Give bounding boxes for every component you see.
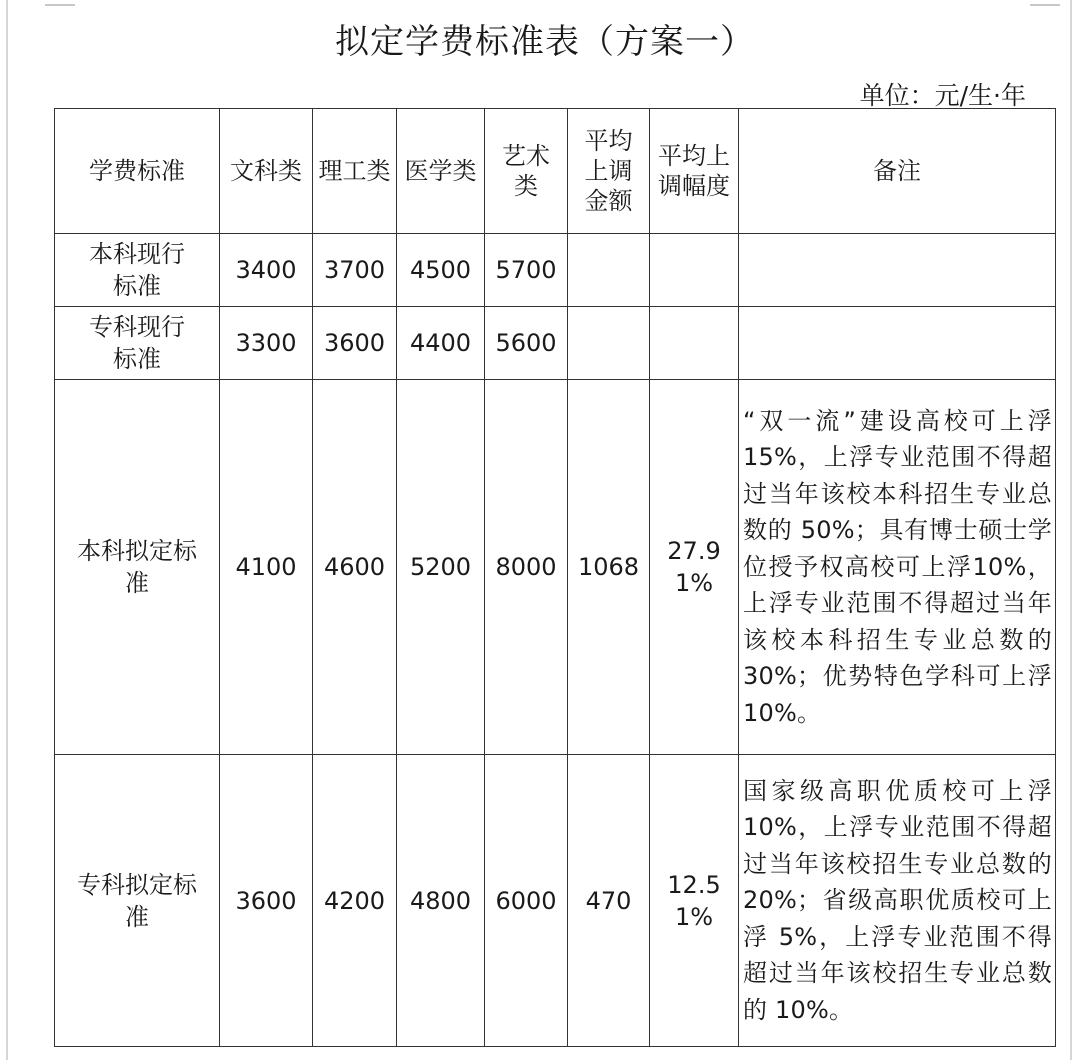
- row-label: [55, 307, 220, 380]
- cell-science-engineering: 3700: [313, 234, 397, 307]
- row-label-text: 专科拟定标准: [77, 870, 197, 931]
- header-science-engineering: 理工类: [313, 109, 397, 234]
- crop-mark-left: [45, 0, 75, 6]
- cell-avg-rate: [650, 755, 739, 1047]
- row-label-text: 专科现行标准: [88, 313, 185, 373]
- cell-avg-rate: [650, 307, 739, 380]
- header-arts: [485, 109, 568, 234]
- table-row: [55, 307, 1056, 380]
- row-label-text: 本科拟定标准: [77, 537, 197, 597]
- cell-arts: 5600: [485, 307, 568, 380]
- cell-arts: 6000: [485, 755, 568, 1047]
- table-row: [55, 234, 1056, 307]
- header-avg-amount-text: 平均上调金额: [584, 127, 633, 215]
- header-avg-rate-text: 平均上调幅度: [658, 142, 730, 200]
- fee-standard-table: [54, 108, 1056, 1047]
- row-label: [55, 755, 220, 1047]
- header-avg-amount: [568, 109, 650, 234]
- table-header-row: [55, 109, 1056, 234]
- page-title: 拟定学费标准表（方案一）: [335, 22, 755, 62]
- cell-avg-amount: 1068: [568, 380, 650, 755]
- cell-remarks: “双一流”建设高校可上浮15%，上浮专业范围不得超过当年该校本科招生专业总数的 50%；具有博士硕士学位授予权高校可上浮10%，上浮专业范围不得超过当年该校本科招生专业总数的 30%；优势特色学科可上浮 10%。: [739, 380, 1056, 755]
- cell-science-engineering: 3600: [313, 307, 397, 380]
- cell-remarks: [739, 307, 1056, 380]
- page-left-edge: [6, 0, 8, 1060]
- avg-rate-text: 27.91%: [667, 537, 721, 597]
- cell-medical: 4800: [397, 755, 485, 1047]
- cell-remarks: [739, 234, 1056, 307]
- cell-avg-amount: 470: [568, 755, 650, 1047]
- crop-mark-right: [1030, 0, 1060, 6]
- header-standard: 学费标准: [55, 109, 220, 234]
- header-medical: 医学类: [397, 109, 485, 234]
- header-liberal-arts: 文科类: [220, 109, 313, 234]
- cell-liberal-arts: 3600: [220, 755, 313, 1047]
- header-avg-rate: [650, 109, 739, 234]
- cell-liberal-arts: 4100: [220, 380, 313, 755]
- unit-label: 单位：元/生·年: [859, 81, 1026, 110]
- cell-liberal-arts: 3300: [220, 307, 313, 380]
- cell-science-engineering: 4600: [313, 380, 397, 755]
- cell-science-engineering: 4200: [313, 755, 397, 1047]
- avg-rate-text: 12.51%: [667, 870, 721, 931]
- header-remarks: 备注: [739, 109, 1056, 234]
- table-row: [55, 755, 1056, 1047]
- cell-avg-amount: [568, 307, 650, 380]
- cell-remarks: 国家级高职优质校可上浮10%，上浮专业范围不得超过当年该校招生专业总数的 20%；省级高职优质校可上浮 5%，上浮专业范围不得超过当年该校招生专业总数的 10%。: [739, 755, 1056, 1047]
- header-arts-text: 艺术类: [501, 142, 550, 200]
- cell-avg-rate: [650, 234, 739, 307]
- cell-liberal-arts: 3400: [220, 234, 313, 307]
- cell-arts: 5700: [485, 234, 568, 307]
- cell-medical: 4400: [397, 307, 485, 380]
- cell-medical: 4500: [397, 234, 485, 307]
- cell-avg-rate: [650, 380, 739, 755]
- cell-avg-amount: [568, 234, 650, 307]
- table-row: [55, 380, 1056, 755]
- row-label: [55, 234, 220, 307]
- row-label-text: 本科现行标准: [88, 240, 185, 300]
- page-right-edge: [1070, 0, 1072, 1060]
- row-label: [55, 380, 220, 755]
- cell-medical: 5200: [397, 380, 485, 755]
- cell-arts: 8000: [485, 380, 568, 755]
